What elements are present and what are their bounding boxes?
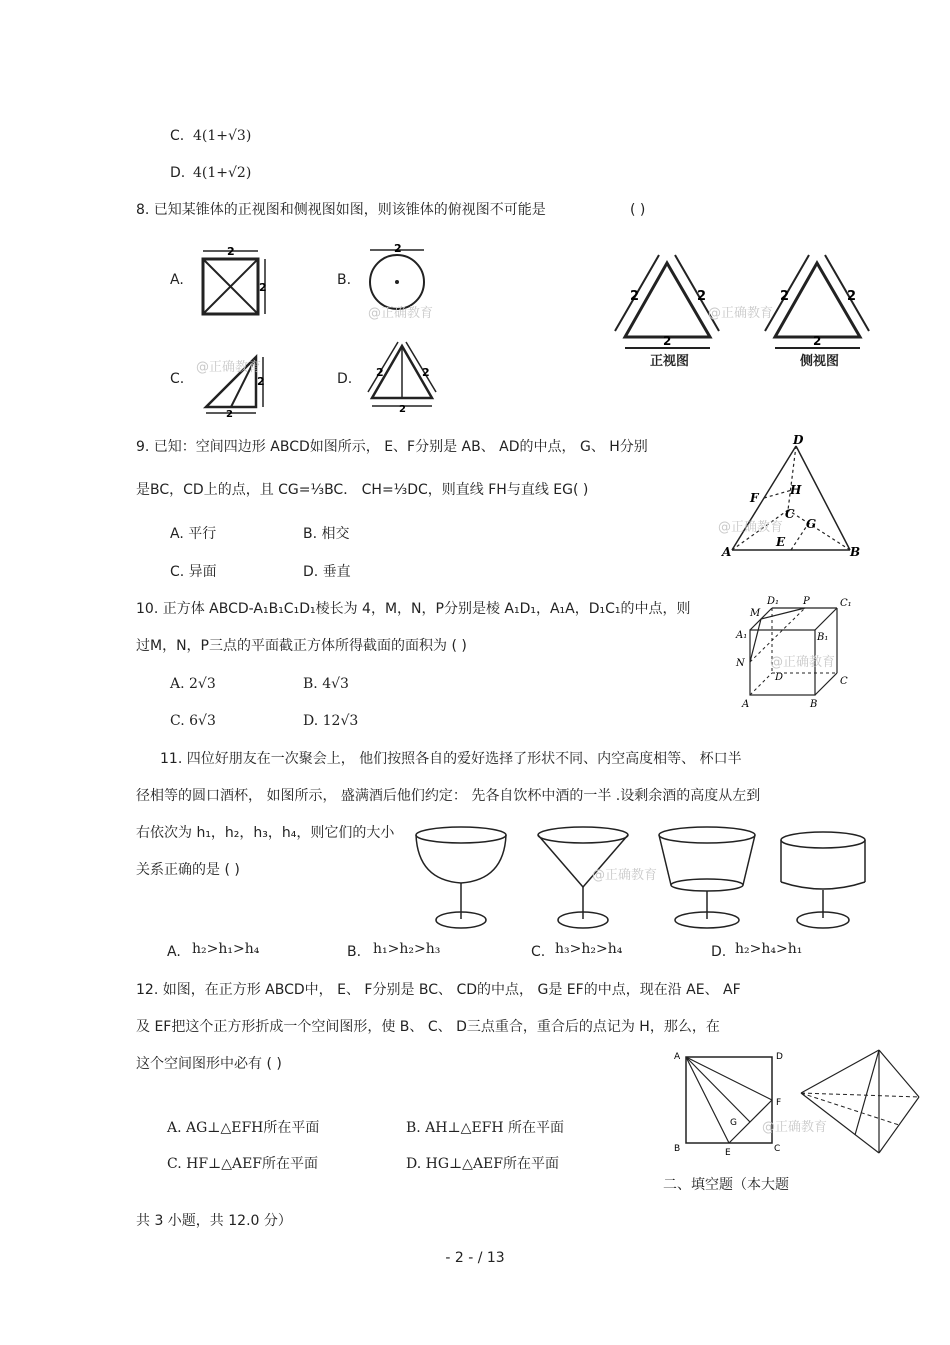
q12-square-figure — [668, 1045, 788, 1160]
fig-label: B₁ — [817, 632, 829, 643]
q10-line2: 过M，N，P三点的平面截正方体所得截面的面积为 ( ) — [136, 638, 467, 654]
watermark: @正确教育 — [770, 655, 836, 670]
watermark: @正确教育 — [718, 520, 784, 535]
q9-line2: 是BC，CD上的点，且 CG=⅓BC． CH=⅓DC，则直线 FH与直线 EG( ) — [136, 482, 589, 498]
q11-cup-frustum — [655, 825, 765, 933]
q11-option-b-label: B. — [347, 944, 362, 960]
q10-option-d: D. 12√3 — [303, 713, 359, 729]
q9-option-d: D. 垂直 — [303, 564, 351, 580]
fig-label: P — [803, 596, 810, 607]
q8-figure-a — [195, 243, 275, 318]
fig-label: A — [722, 545, 732, 559]
q9-option-c: C. 异面 — [170, 564, 217, 580]
q12-option-c: C. HF⊥△AEF所在平面 — [167, 1156, 319, 1172]
fig-label: F — [750, 491, 759, 505]
svg-text:2: 2 — [422, 366, 430, 379]
q12-line2: 及 EF把这个正方形折成一个空间图形，使 B、 C、 D三点重合，重合后的点记为 H，那么，在 — [136, 1019, 720, 1035]
q11-option-d: h₂>h₄>h₁ — [735, 941, 803, 957]
fig-label: N — [736, 658, 745, 669]
fig-label: B — [810, 699, 818, 710]
option-c-label: C. — [170, 128, 185, 144]
q12-line3: 这个空间图形中必有 ( ) — [136, 1056, 282, 1072]
fig-label: H — [790, 483, 802, 497]
svg-text:2: 2 — [813, 334, 822, 348]
q10-option-a: A. 2√3 — [170, 676, 216, 692]
svg-text:2: 2 — [394, 242, 402, 255]
option-d-label: D. — [170, 165, 186, 181]
fig-label: A₁ — [736, 630, 748, 641]
watermark: @正确教育 — [708, 306, 774, 321]
svg-text:2: 2 — [259, 281, 267, 294]
fig-label: F — [776, 1098, 782, 1108]
watermark: @正确教育 — [196, 360, 262, 375]
watermark: @正确教育 — [592, 868, 658, 883]
svg-text:2: 2 — [780, 289, 790, 304]
svg-text:2: 2 — [257, 375, 265, 388]
fig-label: C₁ — [840, 598, 852, 609]
front-view-label: 正视图 — [650, 354, 690, 369]
q9-tetrahedron-figure — [718, 432, 863, 562]
q11-option-d-label: D. — [711, 944, 727, 960]
section-heading-part2: 共 3 小题，共 12.0 分） — [136, 1213, 292, 1229]
q11-line2: 径相等的圆口酒杯， 如图所示， 盛满酒后他们约定： 先各自饮杯中酒的一半 .设剩余酒的高度从左到 — [136, 788, 761, 804]
fig-label: M — [750, 608, 761, 619]
q10-option-c: C. 6√3 — [170, 713, 216, 729]
fig-label: D — [775, 672, 784, 683]
q12-line1: 12. 如图，在正方形 ABCD中， E、 F分别是 BC、 CD的中点， G是 EF的中点，现在沿 AE、 AF — [136, 982, 741, 998]
q9-option-b: B. 相交 — [303, 526, 350, 542]
q8-answer-paren: ( ) — [630, 202, 646, 218]
q11-option-c-label: C. — [531, 944, 546, 960]
svg-text:2: 2 — [227, 245, 235, 258]
fig-label: C — [774, 1144, 781, 1154]
svg-text:2: 2 — [630, 289, 640, 304]
q11-option-c: h₃>h₂>h₄ — [555, 941, 623, 957]
q8-option-b: B. — [337, 272, 352, 288]
q11-option-a-label: A. — [167, 944, 181, 960]
fig-label: B — [850, 545, 861, 559]
q11-line4: 关系正确的是 ( ) — [136, 862, 240, 878]
page-number: - 2 - / 13 — [445, 1250, 505, 1266]
q12-option-a: A. AG⊥△EFH所在平面 — [167, 1120, 320, 1136]
section-heading-part1: 二、填空题（本大题 — [663, 1177, 789, 1193]
svg-text:2: 2 — [663, 334, 672, 348]
q8-option-d: D. — [337, 371, 353, 387]
fig-label: D₁ — [767, 596, 780, 607]
svg-text:2: 2 — [697, 289, 707, 304]
q11-cup-hemisphere — [413, 825, 513, 933]
q12-option-d: D. HG⊥△AEF所在平面 — [406, 1156, 559, 1172]
svg-text:2: 2 — [376, 366, 384, 379]
fig-label: E — [725, 1148, 731, 1158]
q10-option-b: B. 4√3 — [303, 676, 349, 692]
fig-label: C — [785, 507, 795, 521]
q8-figure-d — [362, 340, 447, 415]
fig-label: D — [776, 1052, 783, 1062]
fig-label: D — [793, 433, 804, 447]
option-c-text: 4(1+√3) — [193, 128, 252, 144]
svg-text:2: 2 — [847, 289, 857, 304]
side-view-label: 侧视图 — [800, 354, 840, 369]
q8-option-a: A. — [170, 272, 184, 288]
q12-option-b: B. AH⊥△EFH 所在平面 — [406, 1120, 565, 1136]
q11-line3: 右依次为 h₁，h₂，h₃，h₄，则它们的大小 — [136, 825, 395, 841]
svg-text:2: 2 — [399, 404, 406, 415]
watermark: @正确教育 — [762, 1120, 828, 1135]
fig-label: E — [776, 535, 786, 549]
svg-text:2: 2 — [226, 409, 233, 417]
q12-folded-figure — [795, 1045, 925, 1160]
fig-label: G — [730, 1118, 737, 1128]
q9-line1: 9. 已知：空间四边形 ABCD如图所示， E、F分别是 AB、 AD的中点， G、 H分别 — [136, 439, 648, 455]
fig-label: A — [742, 699, 750, 710]
fig-label: C — [840, 676, 848, 687]
fig-label: B — [674, 1144, 681, 1154]
watermark: @正确教育 — [368, 306, 434, 321]
fig-label: G — [806, 517, 817, 531]
q10-line1: 10. 正方体 ABCD-A₁B₁C₁D₁棱长为 4，M，N，P分别是棱 A₁D₁，A₁A，D₁C₁的中点，则 — [136, 601, 691, 617]
q11-cup-cylinder — [775, 830, 875, 934]
q8-stem: 8. 已知某锥体的正视图和侧视图如图，则该锥体的俯视图不可能是 — [136, 202, 546, 218]
q11-option-b: h₁>h₂>h₃ — [373, 941, 441, 957]
q11-option-a: h₂>h₁>h₄ — [192, 941, 260, 957]
fig-label: A — [674, 1052, 681, 1062]
q11-line1: 11. 四位好朋友在一次聚会上， 他们按照各自的爱好选择了形状不同、内空高度相等、 杯口半 — [160, 751, 742, 767]
option-d-text: 4(1+√2) — [193, 165, 252, 181]
q9-option-a: A. 平行 — [170, 526, 217, 542]
q8-option-c: C. — [170, 371, 185, 387]
